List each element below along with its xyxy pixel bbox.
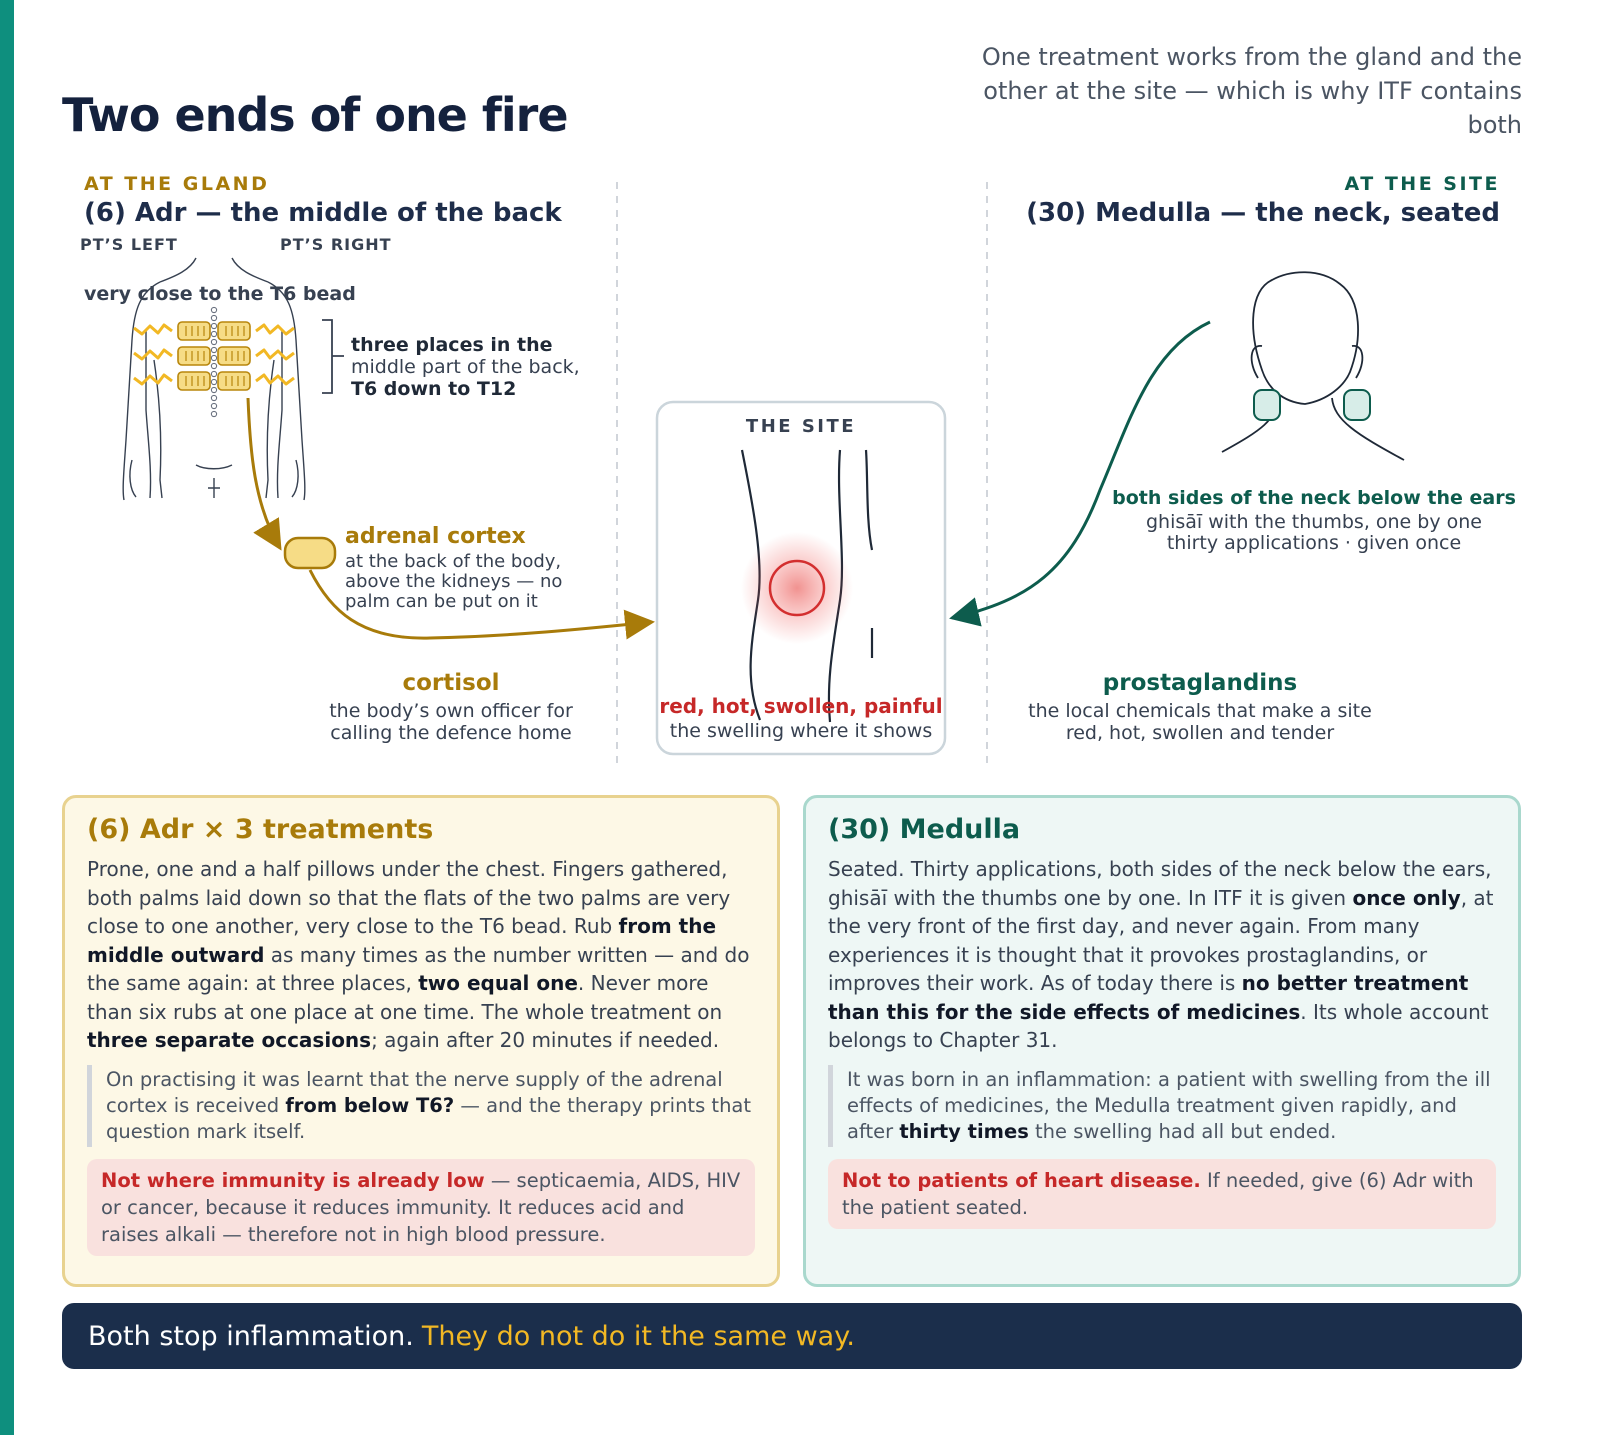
adr-panel-heading: (6) Adr × 3 treatments xyxy=(87,814,434,845)
spine-beads xyxy=(211,307,216,416)
places-note: three places in the middle part of the back, T6 down to T12 xyxy=(351,334,580,400)
footer-text: Both stop inflammation. xyxy=(88,1320,414,1352)
prostaglandins-title: prostaglandins xyxy=(1102,670,1298,696)
page-title: Two ends of one fire xyxy=(62,88,568,142)
adr-panel-body: Prone, one and a half pillows under the chest. Fingers gathered, both palms laid down so that the flats of the two palms are very close to one another, very close to the T6 bead. Rub from the middle outward as many times as the number written — and do the same again: at three places, two equal one. Never more than six rubs at one place at one time. The whole treatment on three separate occasions; again after 20 minutes if needed. xyxy=(87,857,750,1052)
medulla-treatment-panel xyxy=(803,795,1521,1287)
inflammation-glow xyxy=(741,532,853,644)
cortisol-title: cortisol xyxy=(402,670,500,696)
site-side-kicker: AT THE SITE xyxy=(1344,173,1500,195)
gland-heading: (6) Adr — the middle of the back xyxy=(84,198,562,228)
places-bracket xyxy=(322,320,344,393)
site-label: THE SITE xyxy=(745,416,857,437)
medulla-panel-quote: It was born in an inflammation: a patient with swelling from the ill effects of medicines, the Medulla treatment given rapidly, and after thirty times the swelling had all but ended. xyxy=(828,1065,1496,1147)
neck-note: ghisāī with the thumbs, one by one thirty applications · given once xyxy=(1146,511,1482,554)
prostaglandins-note: the local chemicals that make a site red, hot, swollen and tender xyxy=(1028,700,1372,744)
adrenal-capsule xyxy=(285,538,335,568)
adrenal-note: at the back of the body, above the kidneys — no palm can be put on it xyxy=(345,551,563,612)
adr-treatment-panel xyxy=(62,795,780,1287)
adr-panel-quote: On practising it was learnt that the nerve supply of the adrenal cortex is received from below T6? — and the therapy prints that question mark itself. xyxy=(87,1065,755,1147)
footer-highlight: They do not do it the same way. xyxy=(421,1320,855,1352)
pt-left-label: PT’S LEFT xyxy=(80,235,178,254)
site-side-heading: (30) Medulla — the neck, seated xyxy=(1026,198,1500,228)
adrenal-title: adrenal cortex xyxy=(345,524,526,549)
neck-title: both sides of the neck below the ears xyxy=(1112,487,1516,509)
pt-right-label: PT’S RIGHT xyxy=(280,235,392,254)
site-caption: the swelling where it shows xyxy=(669,720,933,742)
site-signs: red, hot, swollen, painful xyxy=(659,694,943,718)
arrow-gland-to-adrenal xyxy=(248,398,280,548)
page-subtitle: One treatment works from the gland and the other at the site — which is why ITF contains both xyxy=(981,43,1522,139)
adr-panel-warning: Not where immunity is already low — septicaemia, AIDS, HIV or cancer, because it reduces immunity. It reduces acid and raises alkali — therefore not in high blood pressure. xyxy=(87,1159,755,1256)
footer-banner xyxy=(62,1303,1522,1369)
arrow-prostaglandins-to-site xyxy=(952,322,1210,618)
head-neck-drawing xyxy=(1222,272,1404,460)
gland-kicker: AT THE GLAND xyxy=(84,173,270,195)
medulla-panel-body: Seated. Thirty applications, both sides of the neck below the ears, ghisāī with the thumbs one by one. In ITF it is given once only, at the very front of the first day, and never again. From many experiences it is thought that it provokes prostaglandins, or improves their work. As of today there is no better treatment than this for the side effects of medicines. Its whole account belongs to Chapter 31. xyxy=(828,857,1494,1052)
medulla-panel-heading: (30) Medulla xyxy=(828,814,1021,845)
bead-note: very close to the T6 bead xyxy=(84,283,356,305)
neck-pads xyxy=(1254,390,1370,420)
cortisol-note: the body’s own officer for calling the defence home xyxy=(329,700,573,744)
medulla-panel-warning: Not to patients of heart disease. If needed, give (6) Adr with the patient seated. xyxy=(828,1159,1496,1229)
